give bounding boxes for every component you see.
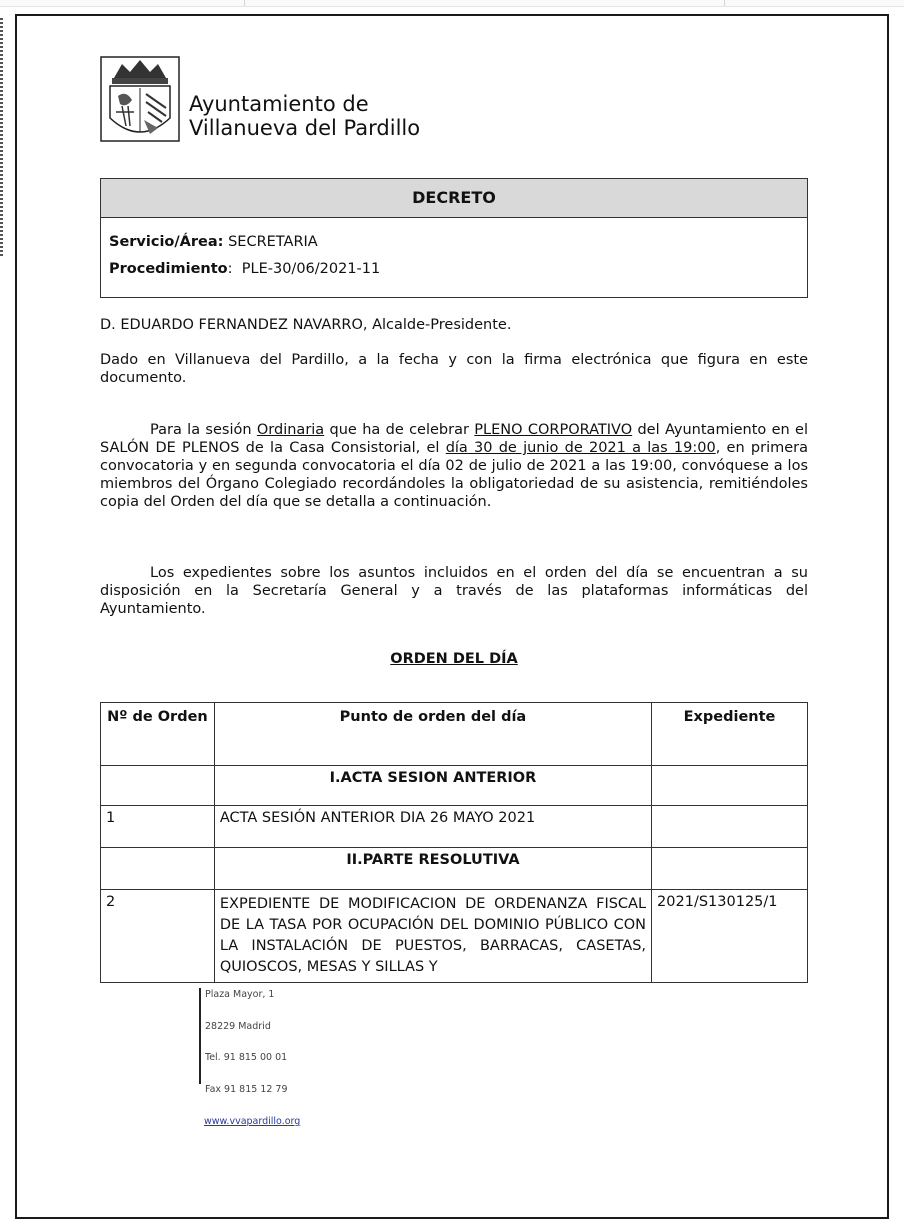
org-name-line1: Ayuntamiento de [189, 92, 369, 116]
table-cell [101, 766, 215, 806]
row2-punto: EXPEDIENTE DE MODIFICACION DE ORDENANZA FISCAL DE LA TASA POR OCUPACIÓN DEL DOMINIO PÚBLICO CON LA INSTALACIÓN DE PUESTOS, BARRACAS, CASETAS, QUIOSCOS, MESAS Y SILLAS Y [214, 890, 651, 983]
table-cell [101, 848, 215, 890]
row2-num: 2 [101, 890, 215, 983]
header-expediente: Expediente [652, 703, 808, 766]
strip-divider [724, 0, 725, 6]
p1-text-a: Para la sesión [150, 422, 257, 438]
dado-paragraph: Dado en Villanueva del Pardillo, a la fecha y con la firma electrónica que figura en este documento. [100, 352, 808, 386]
org-name-line2: Villanueva del Pardillo [189, 116, 421, 140]
section-row [101, 766, 808, 806]
row2-expediente: 2021/S130125/1 [652, 890, 808, 983]
footer-city: 28229 Madrid [205, 1020, 271, 1032]
row1-punto: ACTA SESIÓN ANTERIOR DIA 26 MAYO 2021 [214, 806, 651, 848]
p1-text-b: que ha de celebrar [324, 422, 475, 438]
p1-text-c: del Ayuntamiento en el SALÓN DE PLENOS de la Casa Consistorial, el [100, 422, 809, 456]
procedimiento-value: PLE-30/06/2021-11 [241, 261, 381, 277]
footer-address: Plaza Mayor, 1 [205, 989, 275, 1000]
table-cell [652, 848, 808, 890]
row1-num: 1 [101, 806, 215, 848]
p1-text-d: , en primera convocatoria y en segunda convocatoria el día 02 de julio de 2021 a las 19:00, convóquese a los miembros del Órgano Colegiado recordándoles la obligatoriedad de su asistencia, remitiéndoles copia del Orden del día que se detalla a continuación. [100, 440, 808, 510]
section-title-1: I.ACTA SESION ANTERIOR [214, 766, 651, 806]
coat-of-arms-logo [100, 56, 180, 142]
document-edge-marks [0, 18, 3, 258]
session-date: día 30 de junio de 2021 a las 19:00 [445, 440, 716, 456]
browser-top-strip [0, 0, 904, 7]
header-num: Nº de Orden [101, 703, 215, 766]
table-row [101, 890, 808, 983]
decreto-box [100, 178, 808, 298]
orden-del-dia-table [100, 702, 808, 983]
convocatoria-paragraph [100, 421, 808, 511]
website-link[interactable]: www.vvapardillo.org [204, 1116, 301, 1127]
servicio-value: SECRETARIA [228, 234, 318, 250]
expedientes-paragraph: Los expedientes sobre los asuntos incluidos en el orden del día se encuentran a su disposición en la Secretaría General y a través de las plataformas informáticas del Ayuntamiento. [100, 565, 808, 617]
section-row [101, 848, 808, 890]
footer-fax: Fax 91 815 12 79 [205, 1083, 288, 1095]
table-row [101, 806, 808, 848]
servicio-row [109, 234, 318, 250]
procedimiento-row: Procedimiento: PLE-30/06/2021-11 [109, 261, 381, 277]
table-cell [652, 766, 808, 806]
procedimiento-label: Procedimiento [109, 261, 228, 277]
orden-del-dia-title: ORDEN DEL DÍA [390, 651, 518, 667]
row1-expediente [652, 806, 808, 848]
servicio-label: Servicio/Área: [109, 234, 224, 250]
organization-name [189, 92, 420, 140]
footer-tel: Tel. 91 815 00 01 [205, 1052, 288, 1063]
table-header-row [101, 703, 808, 766]
section-title-2: II.PARTE RESOLUTIVA [214, 848, 651, 890]
decreto-title: DECRETO [101, 179, 807, 218]
footer-contact [199, 988, 288, 1095]
organ-name: PLENO CORPORATIVO [474, 422, 633, 438]
strip-divider [244, 0, 245, 6]
session-type: Ordinaria [256, 422, 325, 438]
signatory-line: D. EDUARDO FERNANDEZ NAVARRO, Alcalde-Presidente. [100, 317, 512, 333]
header-punto: Punto de orden del día [214, 703, 651, 766]
